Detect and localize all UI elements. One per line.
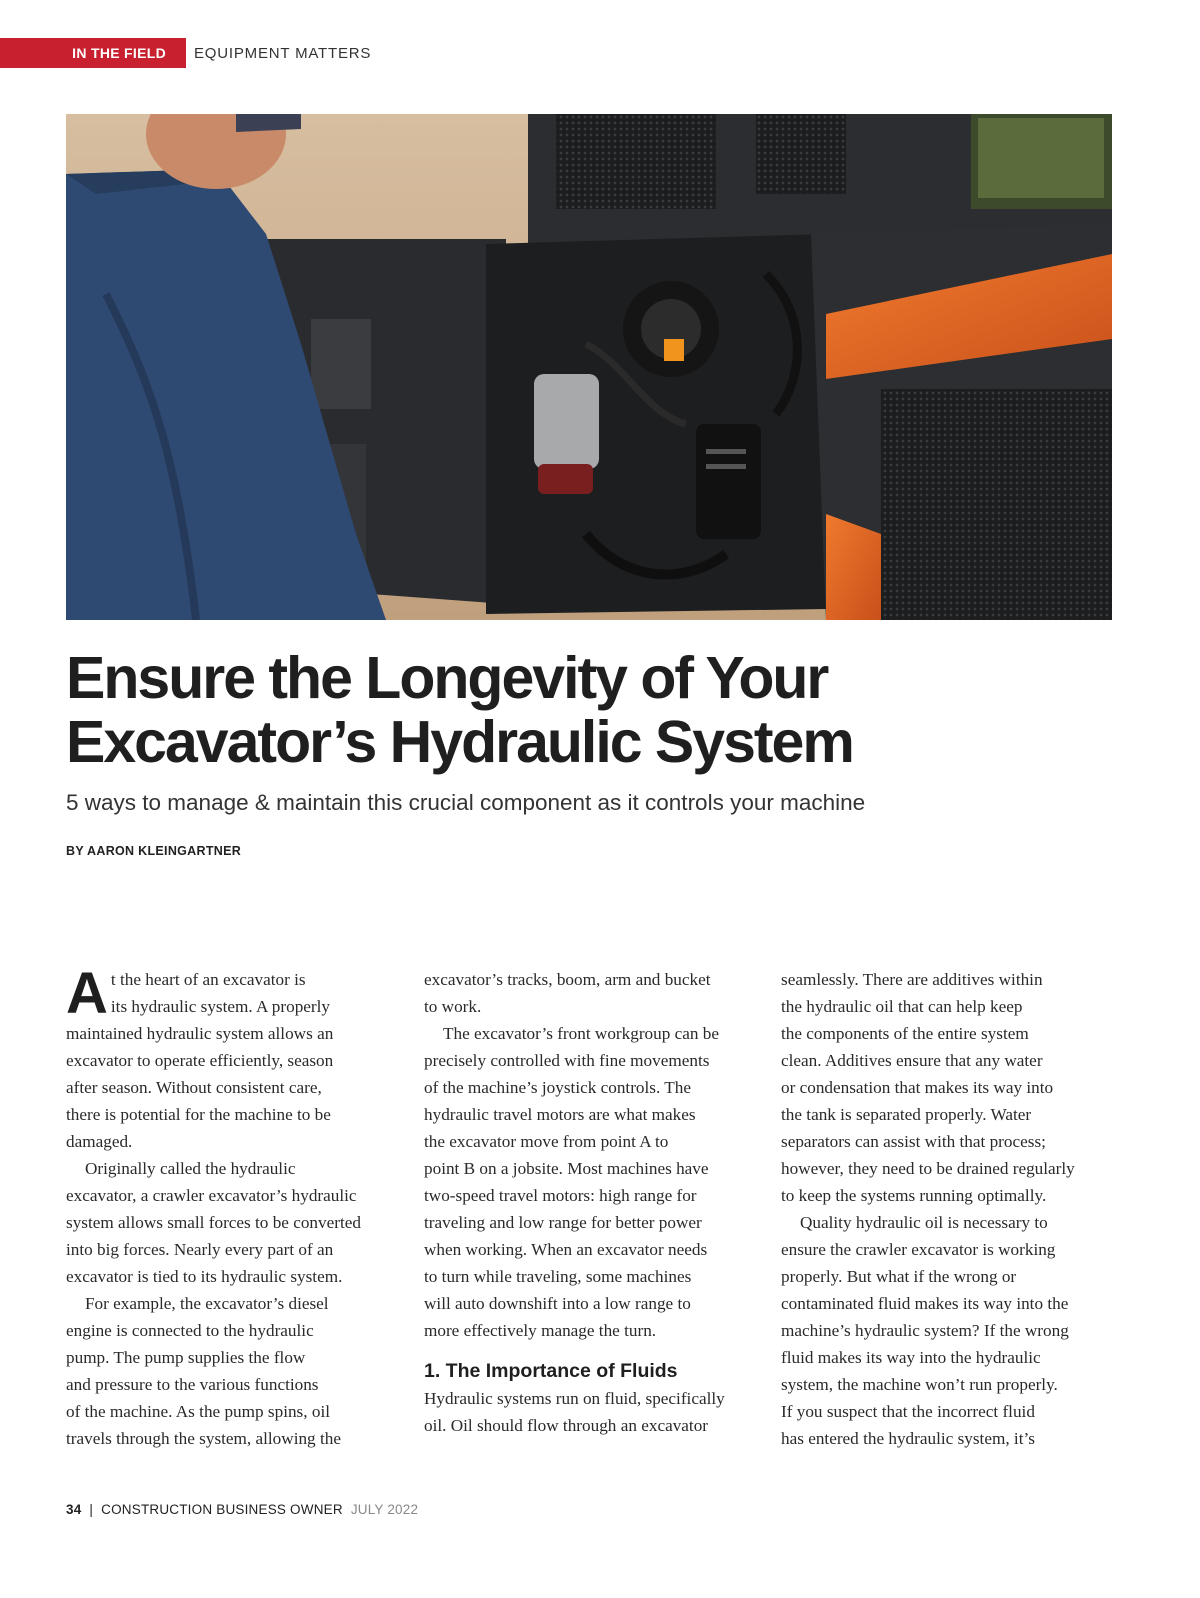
excavator-engine-illustration	[66, 114, 1112, 620]
body-line: contaminated fluid makes its way into the	[781, 1294, 1069, 1313]
page-number: 34	[66, 1502, 82, 1517]
body-line: system, the machine won’t run properly.	[781, 1375, 1058, 1394]
section-header	[0, 38, 371, 68]
body-line: Quality hydraulic oil is necessary to	[800, 1213, 1048, 1232]
footer-separator: |	[89, 1502, 94, 1517]
body-line: traveling and low range for better power	[424, 1213, 702, 1232]
body-line: excavator to operate efficiently, season	[66, 1051, 334, 1070]
body-line: will auto downshift into a low range to	[424, 1294, 691, 1313]
body-line: the excavator move from point A to	[424, 1132, 669, 1151]
section-tag: IN THE FIELD	[0, 38, 186, 68]
body-line: the hydraulic oil that can help keep	[781, 997, 1023, 1016]
body-line: however, they need to be drained regularly	[781, 1159, 1075, 1178]
body-line: has entered the hydraulic system, it’s	[781, 1429, 1035, 1448]
section-subtitle: EQUIPMENT MATTERS	[194, 44, 372, 62]
body-line: or condensation that makes its way into	[781, 1078, 1054, 1097]
title-line-2: Excavator’s Hydraulic System	[66, 709, 853, 775]
body-line: properly. But what if the wrong or	[781, 1267, 1017, 1286]
body-line: after season. Without consistent care,	[66, 1078, 322, 1097]
body-line: and pressure to the various functions	[66, 1375, 319, 1394]
body-line: oil. Oil should flow through an excavator	[424, 1416, 709, 1435]
body-line: t the heart of an excavator is	[110, 970, 306, 989]
body-line: engine is connected to the hydraulic	[66, 1321, 314, 1340]
page-footer	[66, 1502, 418, 1517]
body-line: Hydraulic systems run on fluid, specifically	[424, 1389, 725, 1408]
body-line: travels through the system, allowing the	[66, 1429, 341, 1448]
body-line: of the machine’s joystick controls. The	[424, 1078, 691, 1097]
body-line: to turn while traveling, some machines	[424, 1267, 692, 1286]
body-line: pump. The pump supplies the flow	[66, 1348, 306, 1367]
title-line-1: Ensure the Longevity of Your	[66, 645, 828, 711]
body-line: For example, the excavator’s diesel	[85, 1294, 329, 1313]
body-line: more effectively manage the turn.	[424, 1321, 657, 1340]
article-title	[66, 646, 1126, 774]
body-column-2	[424, 966, 764, 1439]
publication-name: CONSTRUCTION BUSINESS OWNER	[101, 1502, 343, 1517]
body-line: the tank is separated properly. Water	[781, 1105, 1032, 1124]
body-line: when working. When an excavator needs	[424, 1240, 708, 1259]
body-line: excavator’s tracks, boom, arm and bucket	[424, 970, 711, 989]
body-line: precisely controlled with fine movements	[424, 1051, 710, 1070]
body-line: If you suspect that the incorrect fluid	[781, 1402, 1035, 1421]
body-line: fluid makes its way into the hydraulic	[781, 1348, 1041, 1367]
body-line: machine’s hydraulic system? If the wrong	[781, 1321, 1069, 1340]
body-line: excavator, a crawler excavator’s hydraulic	[66, 1186, 357, 1205]
body-line: there is potential for the machine to be	[66, 1105, 331, 1124]
body-line: of the machine. As the pump spins, oil	[66, 1402, 330, 1421]
body-line: maintained hydraulic system allows an	[66, 1024, 334, 1043]
body-line: separators can assist with that process;	[781, 1132, 1046, 1151]
article-subtitle: 5 ways to manage & maintain this crucial component as it controls your machine	[66, 790, 866, 815]
body-line: Originally called the hydraulic	[85, 1159, 296, 1178]
body-line: point B on a jobsite. Most machines have	[424, 1159, 709, 1178]
body-line: into big forces. Nearly every part of an	[66, 1240, 334, 1259]
body-line: damaged.	[66, 1132, 133, 1151]
body-line: The excavator’s front workgroup can be	[443, 1024, 720, 1043]
body-line: to keep the systems running optimally.	[781, 1186, 1047, 1205]
section-heading: 1. The Importance of Fluids	[424, 1360, 678, 1382]
hero-photo	[66, 114, 1112, 620]
body-column-1	[66, 961, 406, 1452]
body-line: seamlessly. There are additives within	[781, 970, 1043, 989]
body-column-3	[781, 966, 1121, 1452]
issue-date: JULY 2022	[350, 1502, 419, 1517]
body-line: hydraulic travel motors are what makes	[424, 1105, 696, 1124]
body-line: the components of the entire system	[781, 1024, 1029, 1043]
byline: BY AARON KLEINGARTNER	[66, 844, 242, 858]
body-line: excavator is tied to its hydraulic system.	[66, 1267, 343, 1286]
body-line: ensure the crawler excavator is working	[781, 1240, 1056, 1259]
body-line: to work.	[424, 997, 482, 1016]
drop-cap: A	[66, 961, 108, 1026]
body-line: two-speed travel motors: high range for	[424, 1186, 697, 1205]
body-line: clean. Additives ensure that any water	[781, 1051, 1043, 1070]
body-line: system allows small forces to be converted	[66, 1213, 361, 1232]
body-line: its hydraulic system. A properly	[110, 997, 331, 1016]
